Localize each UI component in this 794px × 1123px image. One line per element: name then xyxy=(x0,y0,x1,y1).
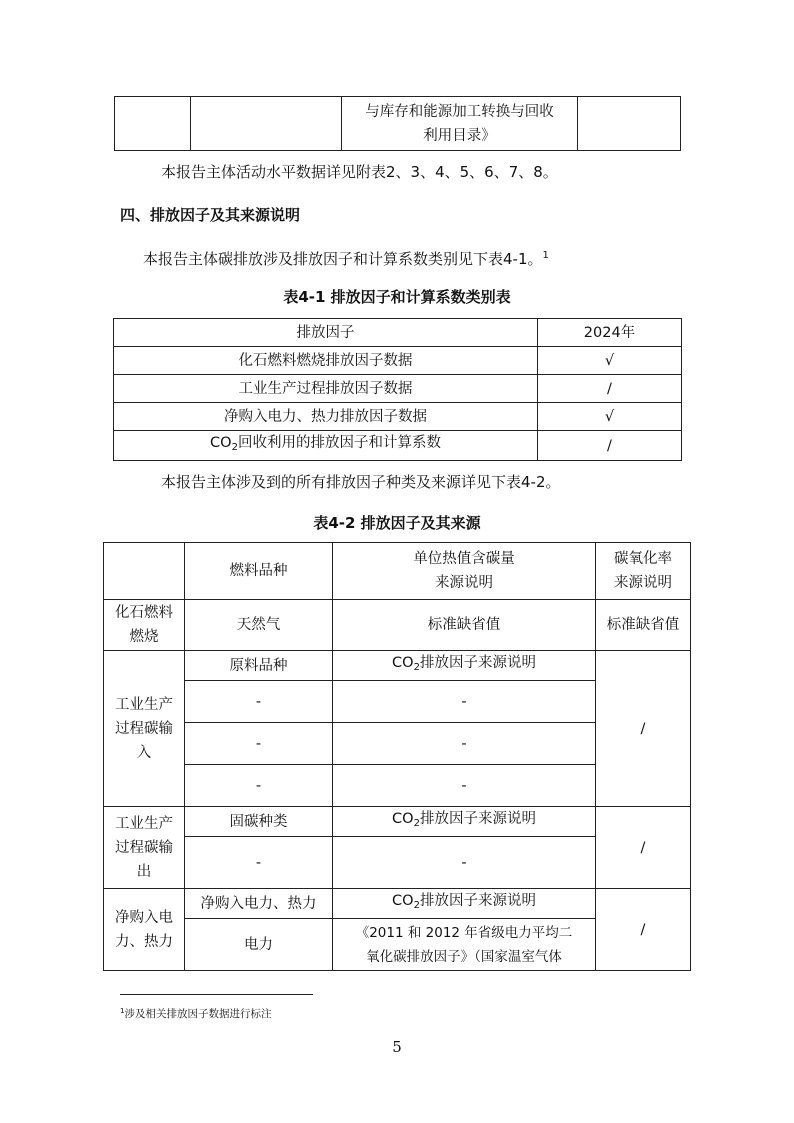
page-number: 5 xyxy=(392,1038,402,1056)
table2-fossil-heat: 标准缺省值 xyxy=(333,600,596,651)
ind-out-line1: 工业生产 xyxy=(115,815,173,832)
elec-line2: 力、热力 xyxy=(115,933,173,950)
fossil-line1: 化石燃料 xyxy=(115,605,173,621)
header-heat-line1: 单位热值含碳量 xyxy=(413,551,515,567)
co2-text: CO xyxy=(392,655,414,671)
co2-source-rest: 排放因子来源说明 xyxy=(419,811,536,827)
table2-fossil-ox: 标准缺省值 xyxy=(596,600,691,651)
table-4-1 xyxy=(113,318,682,461)
ind-in-line1: 工业生产 xyxy=(115,696,173,713)
table1-row-label xyxy=(114,431,538,461)
table-4-2 xyxy=(103,542,691,971)
table2-dash: - xyxy=(185,765,333,807)
header-ox-line2: 来源说明 xyxy=(614,575,672,591)
co2-subscript: 2 xyxy=(231,442,238,453)
paragraph-emission-factors-text: 本报告主体碳排放涉及排放因子和计算系数类别见下表4-1。 xyxy=(143,250,543,268)
table2-corner xyxy=(104,543,185,600)
paragraph-activity-data: 本报告主体活动水平数据详见附表2、3、4、5、6、7、8。 xyxy=(161,163,558,181)
ind-out-line3: 出 xyxy=(136,863,152,880)
footnote xyxy=(120,1004,271,1021)
table2-header-heat xyxy=(333,543,596,600)
top-table-text-line2: 利用目录》 xyxy=(423,127,496,144)
footnote-mark: 1 xyxy=(120,1007,125,1015)
table2-fossil-category xyxy=(104,600,185,651)
elec-line1: 净购入电 xyxy=(115,909,173,926)
table2-fossil-fuel: 天然气 xyxy=(185,600,333,651)
footnote-divider xyxy=(120,994,313,995)
table2-elec-source xyxy=(333,919,596,971)
table1-header-factor: 排放因子 xyxy=(114,319,538,347)
co2-text: CO xyxy=(392,893,414,909)
table1-caption: 表4-1 排放因子和计算系数类别表 xyxy=(283,288,511,306)
footnote-text: 涉及相关排放因子数据进行标注 xyxy=(124,1008,272,1020)
table2-dash: - xyxy=(185,723,333,765)
table2-dash: - xyxy=(333,765,596,807)
co2-subscript: 2 xyxy=(413,818,420,829)
fossil-line2: 燃烧 xyxy=(129,629,159,645)
ind-in-line3: 入 xyxy=(136,744,152,761)
table2-dash: - xyxy=(185,681,333,723)
table2-industrial-output-ox: / xyxy=(596,807,691,889)
table2-dash: - xyxy=(185,837,333,889)
table2-co2-source-header xyxy=(333,807,596,837)
table2-dash: - xyxy=(333,837,596,889)
co2-text: CO xyxy=(210,435,232,451)
table2-co2-source-header xyxy=(333,889,596,919)
table2-electricity-category xyxy=(104,889,185,971)
table1-row-label: 工业生产过程排放因子数据 xyxy=(114,375,538,403)
top-table-cell xyxy=(577,97,680,151)
table2-fixed-type: 固碳种类 xyxy=(185,807,333,837)
ind-out-line2: 过程碳输 xyxy=(115,839,173,856)
paragraph-factor-sources: 本报告主体涉及到的所有排放因子种类及来源详见下表4-2。 xyxy=(161,473,561,491)
table2-header-oxidation xyxy=(596,543,691,600)
top-table-cell xyxy=(191,97,342,151)
table1-row-value: / xyxy=(538,375,682,403)
table2-industrial-input-category xyxy=(104,651,185,807)
header-ox-line1: 碳氧化率 xyxy=(614,551,672,567)
table2-electricity-ox: / xyxy=(596,889,691,971)
table2-dash: - xyxy=(333,681,596,723)
table2-co2-source-header xyxy=(333,651,596,681)
table1-header-year: 2024年 xyxy=(538,319,682,347)
table1-row-value: √ xyxy=(538,347,682,375)
top-table-text-line1: 与库存和能源加工转换与回收 xyxy=(365,103,554,120)
table2-elec-header: 净购入电力、热力 xyxy=(185,889,333,919)
footnote-ref: 1 xyxy=(542,250,549,261)
elec-source-line2: 氧化碳排放因子》（国家温室气体 xyxy=(366,948,562,965)
table2-industrial-output-category xyxy=(104,807,185,889)
table2-header-fuel: 燃料品种 xyxy=(185,543,333,600)
table2-industrial-input-ox: / xyxy=(596,651,691,807)
table1-row-value: √ xyxy=(538,403,682,431)
elec-source-line1: 《2011 和 2012 年省级电力平均二 xyxy=(355,924,573,941)
co2-label-rest: 回收利用的排放因子和计算系数 xyxy=(237,435,441,451)
co2-source-rest: 排放因子来源说明 xyxy=(419,893,536,909)
table2-dash: - xyxy=(333,723,596,765)
table1-row-label: 化石燃料燃烧排放因子数据 xyxy=(114,347,538,375)
paragraph-emission-factors xyxy=(143,244,549,271)
table2-raw-type: 原料品种 xyxy=(185,651,333,681)
table2-caption: 表4-2 排放因子及其来源 xyxy=(313,514,481,532)
co2-text: CO xyxy=(392,811,414,827)
top-table-cell xyxy=(115,97,191,151)
table1-row-value: / xyxy=(538,431,682,461)
table1-row-label: 净购入电力、热力排放因子数据 xyxy=(114,403,538,431)
table2-elec-item: 电力 xyxy=(185,919,333,971)
ind-in-line2: 过程碳输 xyxy=(115,720,173,737)
top-table-continuation xyxy=(114,96,681,151)
co2-subscript: 2 xyxy=(413,900,420,911)
co2-subscript: 2 xyxy=(413,662,420,673)
header-heat-line2: 来源说明 xyxy=(435,575,493,591)
co2-source-rest: 排放因子来源说明 xyxy=(419,655,536,671)
section-title: 四、排放因子及其来源说明 xyxy=(120,206,301,224)
top-table-cell xyxy=(342,97,577,151)
